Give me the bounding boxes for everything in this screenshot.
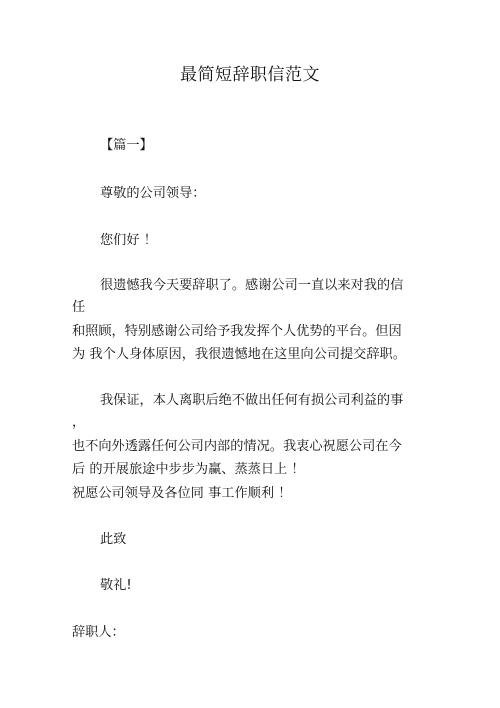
section-label: 【篇一】 — [100, 138, 153, 153]
closing-line1: 此致 — [100, 532, 127, 547]
paragraph1-line1: 很遗憾我今天要辞职了。感谢公司一直以来对我的信 — [100, 278, 404, 293]
paragraph1-line4: 为 我个人身体原因，我很遗憾地在这里向公司提交辞职。 — [72, 347, 406, 362]
paragraph1-line3: 和照顾，特别感谢公司给予我发挥个人优势的平台。但因 — [72, 324, 402, 339]
paragraph1-line2: 任 — [72, 300, 86, 315]
closing-line2: 敬礼! — [100, 578, 132, 593]
paragraph2-line2: ， — [72, 415, 86, 430]
paragraph2-line3: 也不向外透露任何公司内部的情况。我衷心祝愿公司在今 — [72, 439, 402, 454]
salutation: 尊敬的公司领导： — [100, 186, 206, 201]
document-title: 最简短辞职信范文 — [180, 65, 320, 85]
paragraph2-line4: 后 的开展旅途中步步为赢、蒸蒸日上 ！ — [72, 462, 305, 477]
paragraph2-line1: 我保证，本人离职后绝不做出任何有损公司利益的事 — [100, 393, 404, 408]
signature-label: 辞职人： — [72, 625, 125, 640]
greeting: 您们好 ！ — [100, 233, 157, 248]
paragraph2-line5: 祝愿公司领导及各位同 事工作顺利 ！ — [72, 486, 292, 501]
